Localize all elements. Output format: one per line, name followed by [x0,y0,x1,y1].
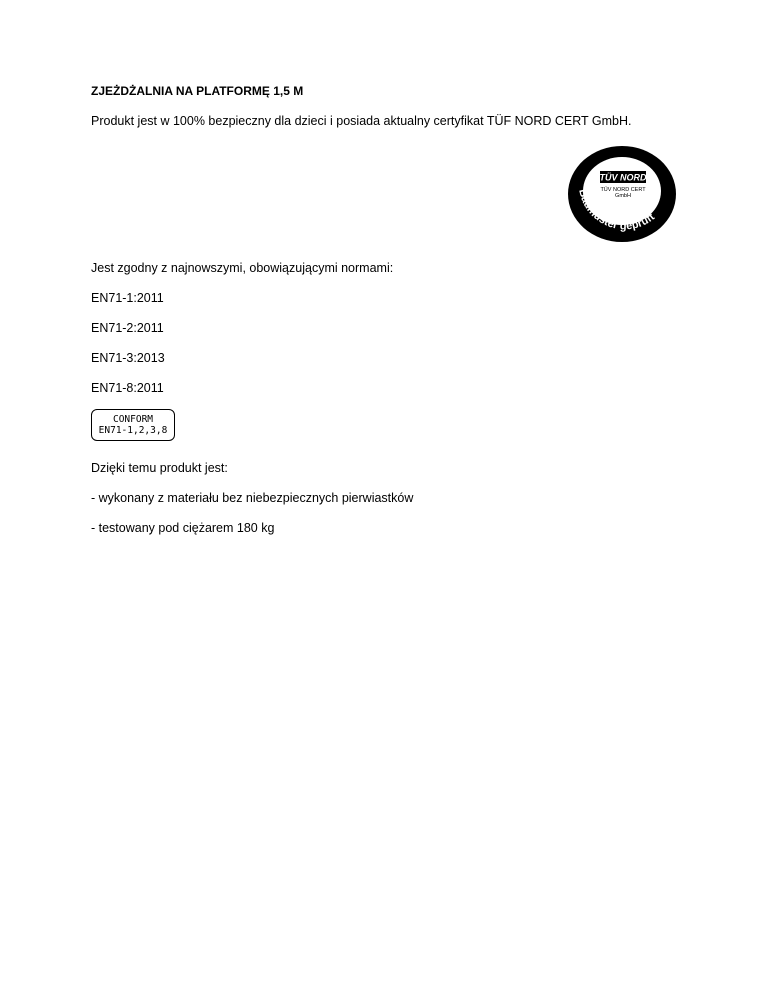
seal-cert-text: TÜV NORD CERT [600,187,646,193]
seal-brand-text: TÜV NORD [599,172,647,183]
conform-mark [91,409,175,441]
norms-intro: Jest zgodny z najnowszymi, obowiązującymi normami: [91,261,394,275]
document-title: ZJEŻDŻALNIA NA PLATFORMĘ 1,5 M [91,84,304,98]
seal-gmbh-text: GmbH [615,193,631,199]
seal-arc-text: Baumuster geprüft [576,187,657,233]
standard-item: EN71-2:2011 [91,321,164,335]
standard-item: EN71-3:2013 [91,351,165,365]
tuv-nord-seal-logo [565,144,679,244]
standard-item: EN71-1:2011 [91,291,164,305]
standard-item: EN71-8:2011 [91,381,164,395]
benefits-intro: Dzięki temu produkt jest: [91,461,228,475]
intro-paragraph: Produkt jest w 100% bezpieczny dla dzieci i posiada aktualny certyfikat TÜF NORD CERT GmbH. [91,114,632,128]
conform-standards: EN71-1,2,3,8 [98,425,168,436]
benefit-item: - testowany pod ciężarem 180 kg [91,521,275,535]
benefit-item: - wykonany z materiału bez niebezpiecznych pierwiastków [91,491,414,505]
conform-label: CONFORM [112,414,154,425]
